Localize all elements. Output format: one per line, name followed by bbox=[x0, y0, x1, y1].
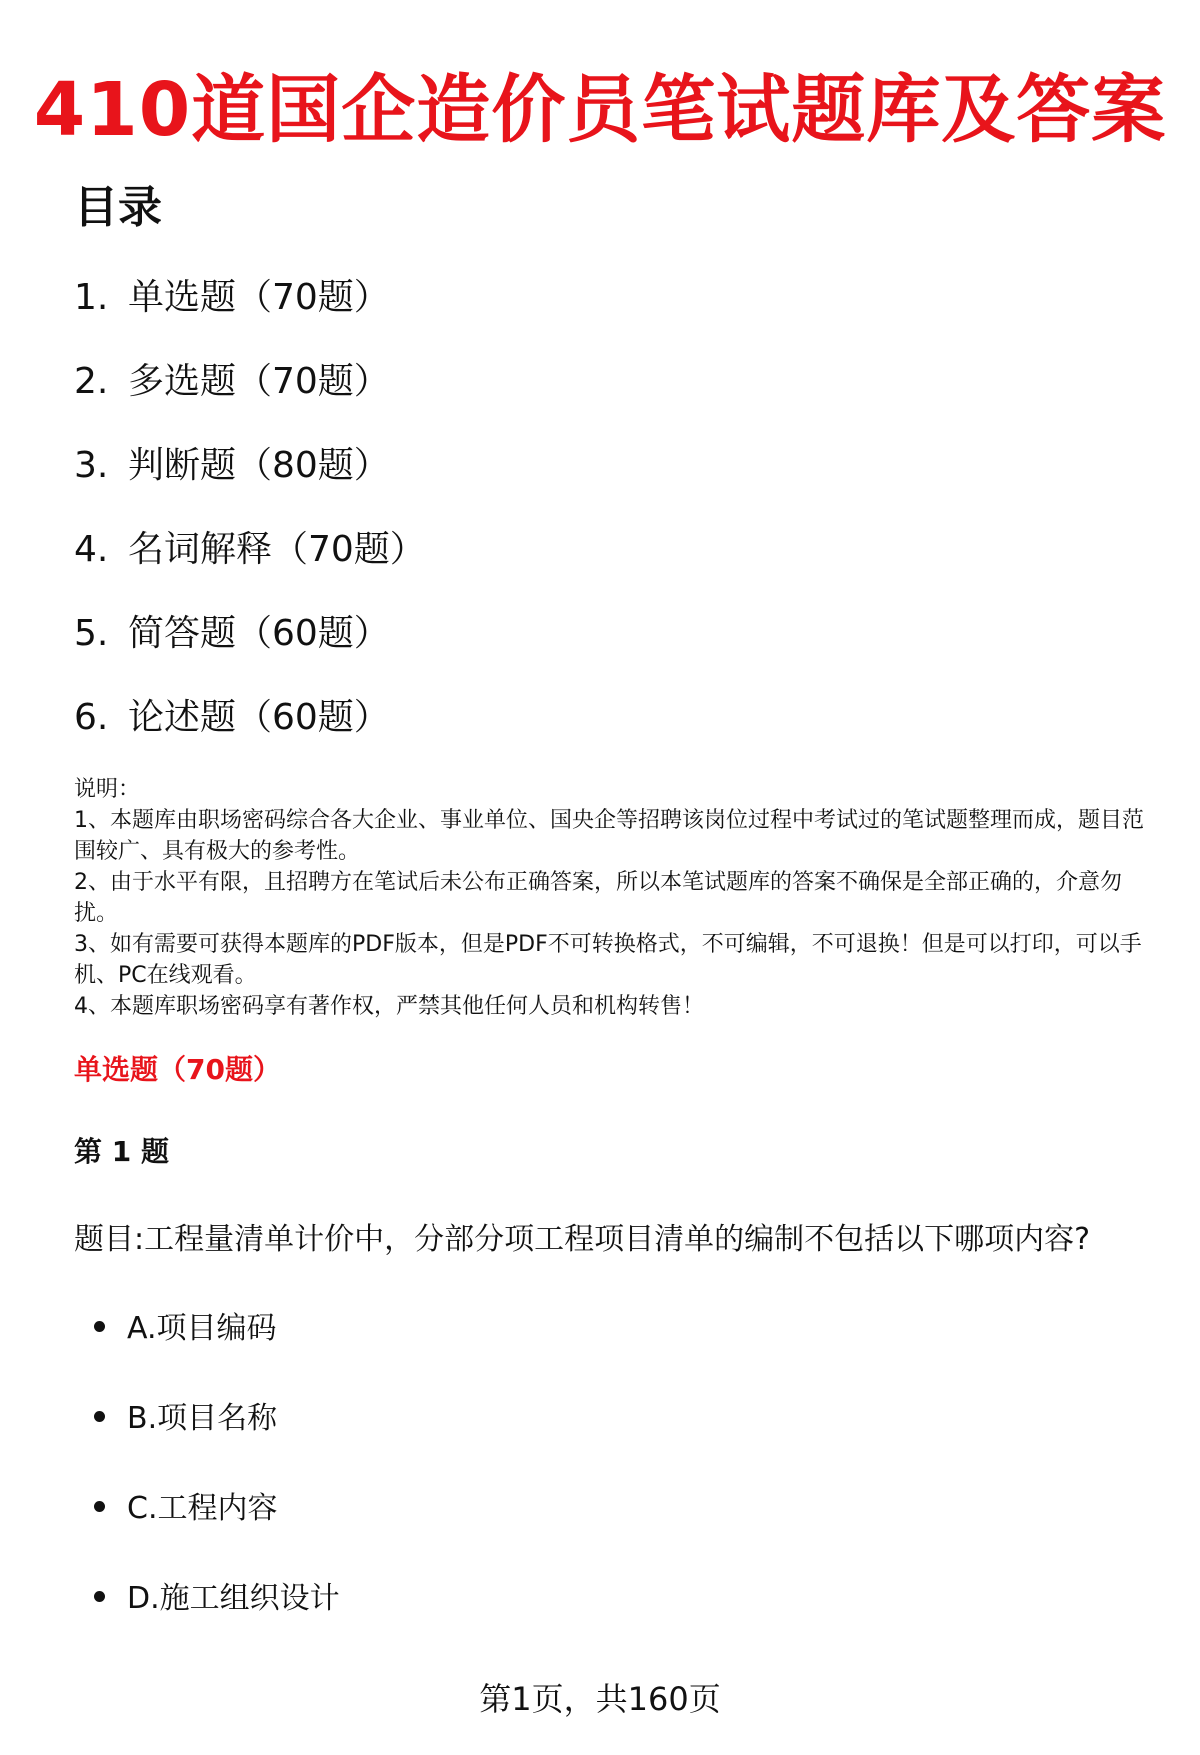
toc-item-label: 单选题（70题） bbox=[128, 277, 390, 318]
toc-item[interactable] bbox=[74, 690, 426, 774]
option-label: A.项目编码 bbox=[127, 1311, 277, 1346]
option-label: C.工程内容 bbox=[127, 1491, 278, 1526]
option-list bbox=[94, 1305, 340, 1665]
toc-item-number: 3. bbox=[74, 445, 109, 486]
toc-item-label: 判断题（80题） bbox=[128, 445, 390, 486]
toc-item[interactable] bbox=[74, 354, 426, 438]
page-footer: 第1页，共160页 bbox=[479, 1680, 721, 1718]
toc-item-number: 4. bbox=[74, 529, 109, 570]
notes-line: 3、如有需要可获得本题库的PDF版本，但是PDF不可转换格式，不可编辑，不可退换！但是可以打印，可以手机、PC在线观看。 bbox=[74, 932, 1142, 988]
notes-heading: 说明： bbox=[74, 777, 141, 802]
toc-item-number: 1. bbox=[74, 277, 109, 318]
option-item[interactable] bbox=[94, 1305, 340, 1395]
toc-item[interactable] bbox=[74, 438, 426, 522]
toc-item-number: 5. bbox=[74, 613, 109, 654]
question-text: 题目:工程量清单计价中，分部分项工程项目清单的编制不包括以下哪项内容? bbox=[74, 1222, 1091, 1257]
toc-item-number: 6. bbox=[74, 697, 109, 738]
toc-heading: 目录 bbox=[74, 182, 162, 233]
document-title: 410道国企造价员笔试题库及答案 bbox=[33, 67, 1167, 153]
notes-block bbox=[74, 774, 1154, 1022]
toc-item-label: 论述题（60题） bbox=[128, 697, 390, 738]
toc-item-label: 名词解释（70题） bbox=[128, 529, 426, 570]
option-label: D.施工组织设计 bbox=[127, 1581, 340, 1616]
bullet-icon bbox=[94, 1591, 105, 1602]
section-title: 单选题（70题） bbox=[74, 1053, 281, 1086]
option-item[interactable] bbox=[94, 1575, 340, 1665]
option-label: B.项目名称 bbox=[127, 1401, 278, 1436]
toc-item[interactable] bbox=[74, 606, 426, 690]
bullet-icon bbox=[94, 1411, 105, 1422]
notes-line: 4、本题库职场密码享有著作权，严禁其他任何人员和机构转售！ bbox=[74, 994, 704, 1019]
option-item[interactable] bbox=[94, 1485, 340, 1575]
toc-item-label: 简答题（60题） bbox=[128, 613, 390, 654]
toc-item[interactable] bbox=[74, 522, 426, 606]
bullet-icon bbox=[94, 1501, 105, 1512]
toc-list bbox=[74, 270, 426, 774]
question-number: 第 1 题 bbox=[74, 1135, 169, 1168]
notes-line: 1、本题库由职场密码综合各大企业、事业单位、国央企等招聘该岗位过程中考试过的笔试题整理而成，题目范围较广、具有极大的参考性。 bbox=[74, 808, 1145, 864]
toc-item-number: 2. bbox=[74, 361, 109, 402]
option-item[interactable] bbox=[94, 1395, 340, 1485]
toc-item[interactable] bbox=[74, 270, 426, 354]
toc-item-label: 多选题（70题） bbox=[128, 361, 390, 402]
bullet-icon bbox=[94, 1321, 105, 1332]
notes-line: 2、由于水平有限，且招聘方在笔试后未公布正确答案，所以本笔试题库的答案不确保是全部正确的，介意勿扰。 bbox=[74, 870, 1123, 926]
